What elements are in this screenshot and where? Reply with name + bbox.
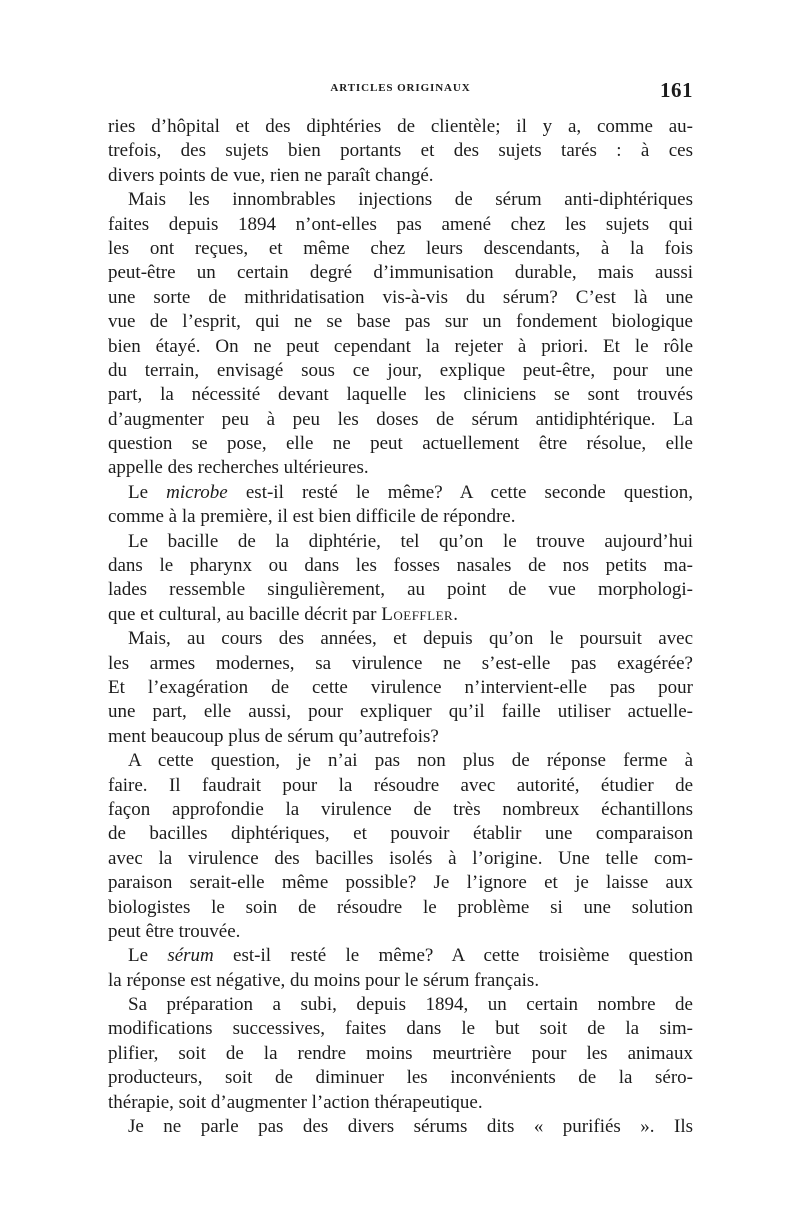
body-text: [108, 115, 693, 1139]
text-line: du terrain, envisagé sous ce jour, explique peut-être, pour une: [108, 359, 693, 381]
paragraph: [108, 944, 693, 993]
paragraph: [108, 188, 693, 481]
italic-term: microbe: [166, 481, 228, 503]
text-line: façon approfondie la virulence de très nombreux échantillons: [108, 798, 693, 820]
text-line: [108, 603, 693, 627]
paragraph: [108, 530, 693, 628]
text-line: les ont reçues, et même chez leurs descendants, à la fois: [108, 237, 693, 259]
text-line: paraison serait-elle même possible? Je l’ignore et je laisse aux: [108, 872, 693, 894]
page-number: 161: [660, 78, 693, 102]
text-line: peut être trouvée.: [108, 920, 241, 942]
text-line: Sa préparation a subi, depuis 1894, un certain nombre de: [128, 994, 693, 1016]
running-head-title: ARTICLES ORIGINAUX: [330, 82, 471, 94]
text-line: peut-être un certain degré d’immunisation durable, mais aussi: [108, 262, 693, 284]
text-line: [108, 944, 693, 968]
text-line: faites depuis 1894 n’ont-elles pas amené chez les sujets qui: [108, 213, 693, 235]
text-segment: que et cultural, au bacille décrit par: [108, 603, 382, 625]
author-name: Loeffler: [381, 603, 454, 625]
text-line: appelle des recherches ultérieures.: [108, 457, 369, 479]
text-segment: Le: [128, 481, 167, 503]
text-line: Mais, au cours des années, et depuis qu’on le poursuit avec: [128, 628, 693, 650]
text-segment: .: [453, 603, 458, 625]
text-line: vue de l’esprit, qui ne se base pas sur un fondement biologique: [108, 311, 693, 333]
text-segment: est-il resté le même? A cette seconde question,: [227, 481, 693, 503]
text-line: dans le pharynx ou dans les fosses nasales de nos petits ma-: [108, 555, 693, 577]
text-line: une part, elle aussi, pour expliquer qu’il faille utiliser actuelle-: [108, 701, 693, 723]
text-line: d’augmenter peu à peu les doses de sérum antidiphtérique. La: [108, 408, 693, 430]
text-line: faire. Il faudrait pour la résoudre avec autorité, étudier de: [108, 774, 693, 796]
italic-term: sérum: [167, 945, 214, 967]
text-line: comme à la première, il est bien difficile de répondre.: [108, 506, 516, 528]
text-line: question se pose, elle ne peut actuellement être résolue, elle: [108, 433, 693, 455]
text-line: ries d’hôpital et des diphtéries de clientèle; il y a, comme au-: [108, 116, 693, 137]
text-line: Mais les innombrables injections de sérum anti-diphtériques: [128, 189, 693, 211]
text-line: plifier, soit de la rendre moins meurtrière pour les animaux: [108, 1042, 693, 1064]
text-line: Je ne parle pas des divers sérums dits « purifiés ». Ils: [128, 1116, 693, 1138]
text-line: biologistes le soin de résoudre le problème si une solution: [108, 896, 693, 918]
text-line: bien étayé. On ne peut cependant la rejeter à priori. Et le rôle: [108, 335, 693, 357]
text-line: lades ressemble singulièrement, au point de vue morphologi-: [108, 579, 693, 601]
text-line: thérapie, soit d’augmenter l’action thérapeutique.: [108, 1091, 483, 1113]
paragraph: [108, 993, 693, 1115]
text-line: producteurs, soit de diminuer les inconvénients de la séro-: [108, 1067, 693, 1089]
paragraph: [108, 481, 693, 530]
text-line: avec la virulence des bacilles isolés à l’origine. Une telle com-: [108, 847, 693, 869]
text-segment: est-il resté le même? A cette troisième question: [213, 945, 693, 967]
text-line: Le bacille de la diphtérie, tel qu’on le trouve aujourd’hui: [128, 530, 693, 552]
text-line: de bacilles diphtériques, et pouvoir établir une comparaison: [108, 823, 693, 845]
text-line: [108, 481, 693, 505]
text-line: modifications successives, faites dans le but soit de la sim-: [108, 1018, 693, 1040]
paragraph: [108, 627, 693, 749]
text-line: divers points de vue, rien ne paraît changé.: [108, 164, 434, 186]
text-line: la réponse est négative, du moins pour le sérum français.: [108, 969, 540, 991]
paragraph: [108, 1115, 693, 1139]
text-line: une sorte de mithridatisation vis-à-vis du sérum? C’est là une: [108, 286, 693, 308]
paragraph: [108, 749, 693, 944]
text-line: part, la nécessité devant laquelle les cliniciens se sont trouvés: [108, 384, 693, 406]
text-segment: Le: [128, 945, 168, 967]
text-line: A cette question, je n’ai pas non plus de réponse ferme à: [128, 750, 693, 772]
text-line: les armes modernes, sa virulence ne s’est-elle pas exagérée?: [108, 652, 693, 674]
text-line: trefois, des sujets bien portants et des sujets tarés : à ces: [108, 140, 693, 162]
running-head: [108, 78, 693, 102]
text-line: ment beaucoup plus de sérum qu’autrefois?: [108, 725, 439, 747]
paragraph: [108, 115, 693, 188]
text-line: Et l’exagération de cette virulence n’intervient-elle pas pour: [108, 676, 693, 698]
